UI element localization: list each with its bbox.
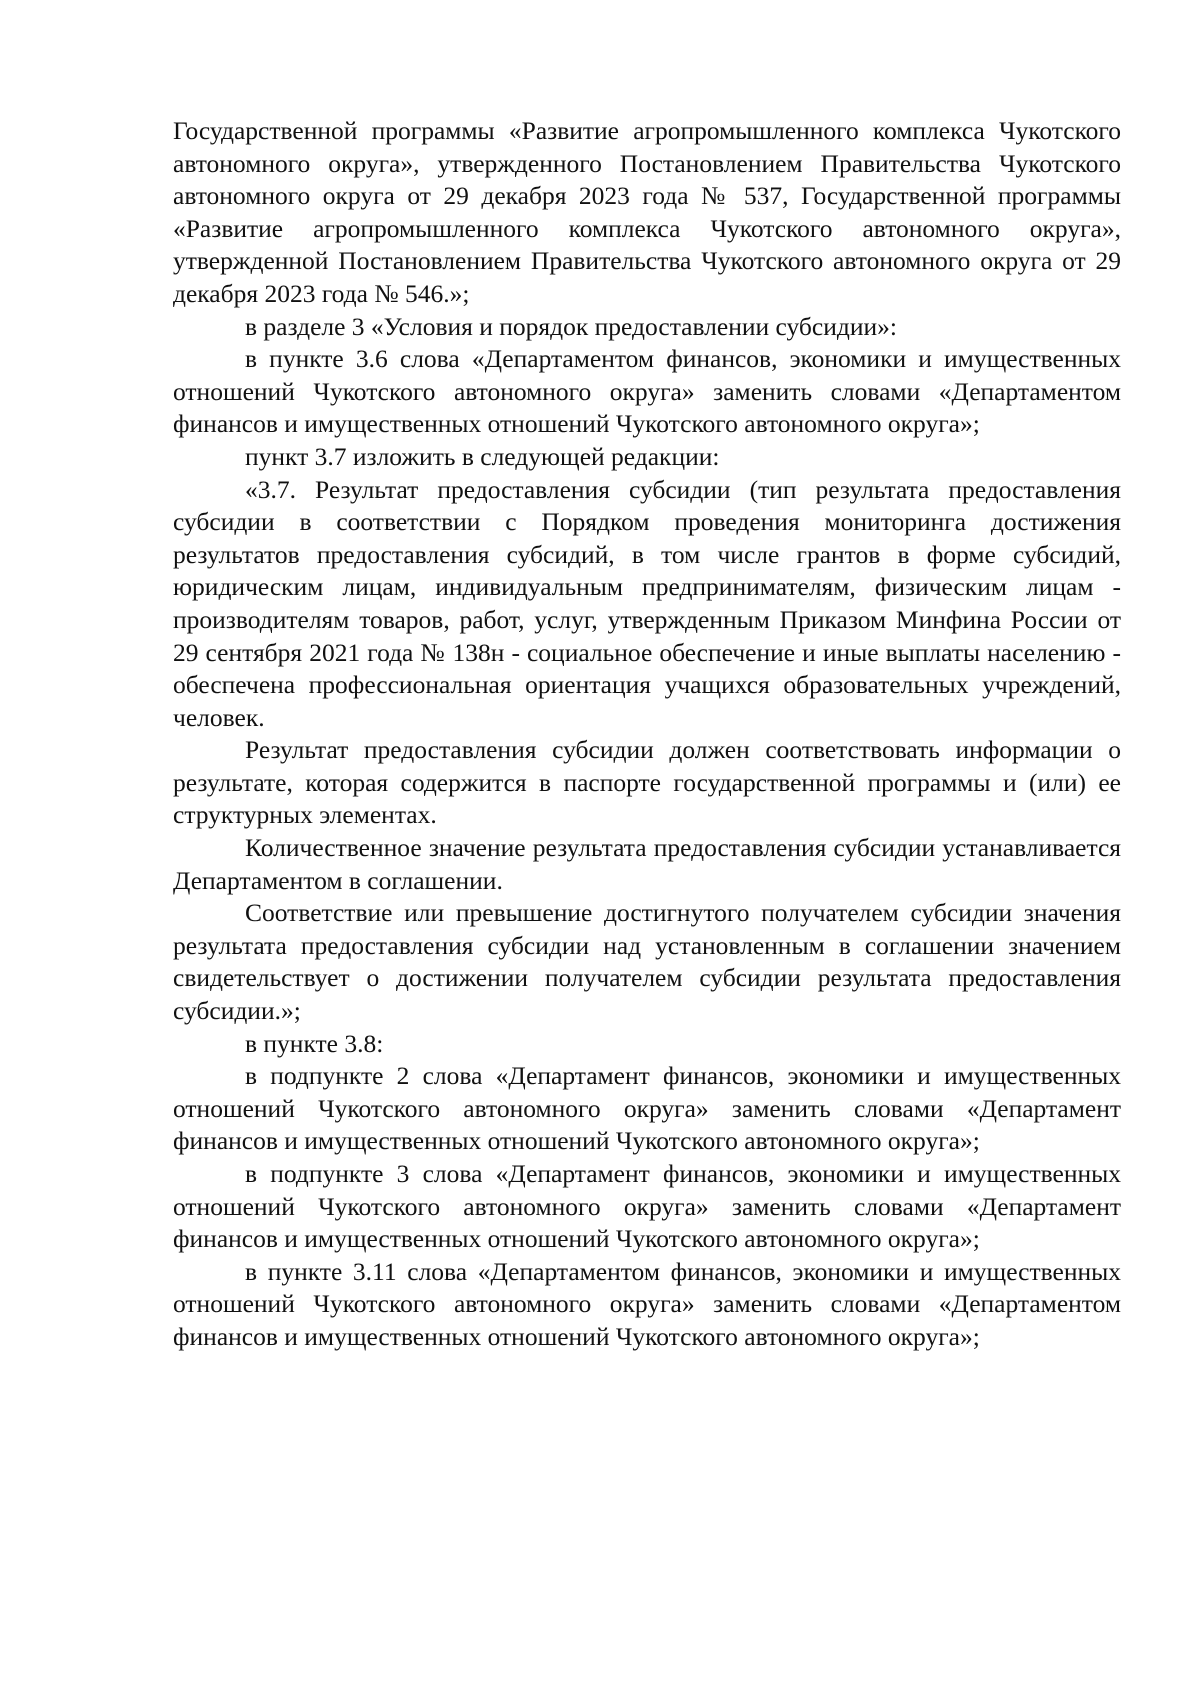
- paragraph-achievement: Соответствие или превышение достигнутого получателем субсидии значения результата предоставления субсидии над установленным в соглашении значением свидетельствует о достижении получателем субсидии результата предоставления субсидии.»;: [173, 898, 1121, 1026]
- paragraph-subitem-2: в подпункте 2 слова «Департамент финансов, экономики и имущественных отношений Чукотского автономного округа» заменить словами «Департамент финансов и имущественных отношений Чукотского автономного округа»;: [173, 1061, 1121, 1156]
- paragraph-item-3-6: в пункте 3.6 слова «Департаментом финансов, экономики и имущественных отношений Чукотского автономного округа» заменить словами «Департаментом финансов и имущественных отношений Чукотского автономного округа»;: [173, 344, 1121, 439]
- paragraph-subitem-3: в подпункте 3 слова «Департамент финансов, экономики и имущественных отношений Чукотского автономного округа» заменить словами «Департамент финансов и имущественных отношений Чукотского автономного округа»;: [173, 1159, 1121, 1254]
- document-body: [173, 115, 1121, 1354]
- paragraph-item-3-11: в пункте 3.11 слова «Департаментом финансов, экономики и имущественных отношений Чукотского автономного округа» заменить словами «Департаментом финансов и имущественных отношений Чукотского автономного округа»;: [173, 1256, 1121, 1351]
- paragraph-result-compliance: Результат предоставления субсидии должен соответствовать информации о результате, которая содержится в паспорте государственной программы и (или) ее структурных элементах.: [173, 735, 1121, 830]
- paragraph-item-3-8: в пункте 3.8:: [245, 1028, 384, 1058]
- paragraph-quantitative-value: Количественное значение результата предоставления субсидии устанавливается Департаментом в соглашении.: [173, 833, 1121, 895]
- paragraph-section-3: в разделе 3 «Условия и порядок предоставлении субсидии»:: [245, 311, 897, 341]
- paragraph-item-3-7-intro: пункт 3.7 изложить в следующей редакции:: [245, 441, 720, 471]
- paragraph-gosprogramma-continuation: Государственной программы «Развитие агропромышленного комплекса Чукотского автономного округа», утвержденного Постановлением Правительства Чукотского автономного округа от 29 декабря 2023 года № 537, Государственной программы «Развитие агропромышленного комплекса Чукотского автономного округа», утвержденной Постановлением Правительства Чукотского автономного округа от 29 декабря 2023 года № 546.»;: [173, 116, 1121, 308]
- paragraph-item-3-7-text: «3.7. Результат предоставления субсидии (тип результата предоставления субсидии в соответствии с Порядком проведения мониторинга достижения результатов предоставления субсидий, в том числе грантов в форме субсидий, юридическим лицам, индивидуальным предпринимателям, физическим лицам - производителям товаров, работ, услуг, утвержденным Приказом Минфина России от 29 сентября 2021 года № 138н - социальное обеспечение и иные выплаты населению - обеспечена профессиональная ориентация учащихся образовательных учреждений, человек.: [173, 474, 1121, 732]
